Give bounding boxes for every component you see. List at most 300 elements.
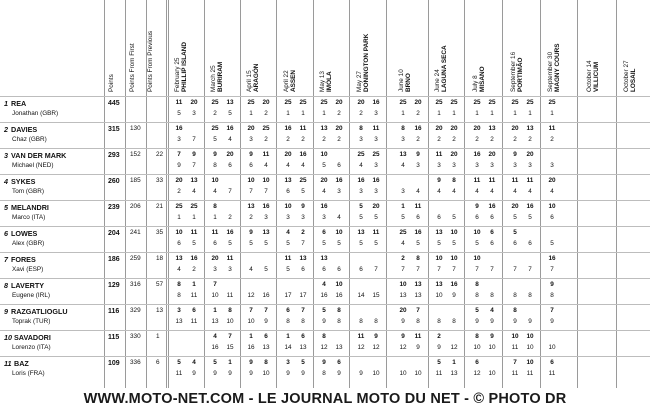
race2-standing: 7 (374, 266, 378, 273)
race2-points: 20 (262, 99, 270, 106)
race1-standing: 7 (249, 188, 253, 195)
race2-standing: 5 (374, 240, 378, 247)
race2-standing: 5 (301, 188, 305, 195)
race2-points: 6 (264, 333, 268, 340)
race2-standing: 4 (452, 188, 456, 195)
race1-standing: 6 (437, 214, 441, 221)
race2-standing: 11 (526, 370, 534, 377)
rider-position: 9 (4, 307, 8, 316)
race1-standing: 2 (550, 136, 554, 143)
race1-points: 11 (511, 177, 519, 184)
rider-first-name: Eugene (IRL) (12, 292, 51, 299)
race2-points: 10 (262, 177, 270, 184)
race1-standing: 10 (247, 318, 255, 325)
race1-standing: 7 (401, 266, 405, 273)
round-venue: BRNO (405, 73, 413, 92)
race1-points: 11 (548, 125, 556, 132)
race1-points: 3 (286, 359, 290, 366)
race2-standing: 15 (372, 292, 380, 299)
race2-points: 2 (301, 229, 305, 236)
race1-standing: 2 (286, 136, 290, 143)
round-header (174, 42, 189, 92)
race2-points: 20 (450, 151, 458, 158)
race1-standing: 1 (177, 214, 181, 221)
round-header (210, 62, 225, 92)
race2-standing: 12 (450, 344, 458, 351)
race1-standing: 14 (284, 344, 292, 351)
race1-points: 11 (284, 255, 292, 262)
rider-from-first: 130 (130, 125, 141, 132)
rider-surname: DAVIES (11, 125, 38, 134)
race2-points: 16 (488, 203, 496, 210)
row-divider (0, 304, 650, 305)
rider-points: 315 (108, 126, 120, 133)
rider-points: 445 (108, 100, 120, 107)
race1-standing: 5 (475, 240, 479, 247)
rider-from-first: 185 (130, 177, 141, 184)
race2-points: 20 (450, 125, 458, 132)
race1-points: 13 (320, 125, 328, 132)
race1-standing: 1 (513, 110, 517, 117)
race2-standing: 3 (452, 162, 456, 169)
race2-points: 16 (262, 203, 270, 210)
race1-standing: 2 (437, 136, 441, 143)
race1-points: 10 (473, 255, 481, 262)
rider-from-previous: 1 (156, 333, 160, 340)
race2-points: 16 (372, 99, 380, 106)
race1-points: 9 (249, 151, 253, 158)
race2-standing: 5 (264, 240, 268, 247)
rider-from-previous: 6 (156, 359, 160, 366)
race1-points: 10 (320, 151, 328, 158)
race2-standing: 12 (372, 344, 380, 351)
race1-points: 6 (475, 359, 479, 366)
race1-points: 5 (213, 359, 217, 366)
round-date: July 8 (472, 75, 479, 92)
race1-standing: 11 (548, 370, 556, 377)
race1-standing: 16 (320, 292, 328, 299)
race1-standing: 13 (175, 318, 183, 325)
race1-standing: 12 (473, 370, 481, 377)
race1-points: 4 (213, 333, 217, 340)
race2-standing: 6 (337, 266, 341, 273)
race2-standing: 4 (192, 188, 196, 195)
race1-points: 13 (435, 229, 443, 236)
rider-from-first: 329 (130, 307, 141, 314)
race2-points: 20 (335, 99, 343, 106)
race1-points: 9 (249, 359, 253, 366)
round-venue: PORTIMÃO (517, 57, 525, 92)
race1-points: 20 (175, 177, 183, 184)
row-divider (0, 200, 650, 201)
race1-points: 7 (249, 307, 253, 314)
race1-standing: 6 (513, 240, 517, 247)
race1-points: 25 (435, 99, 443, 106)
race1-standing: 8 (475, 292, 479, 299)
rider-position: 10 (4, 333, 12, 342)
race2-standing: 10 (262, 370, 270, 377)
race2-points: 11 (299, 125, 307, 132)
race1-points: 1 (249, 333, 253, 340)
round-date: February 25 (174, 57, 181, 92)
race1-standing: 4 (401, 162, 405, 169)
rider-first-name: Chaz (GBR) (12, 136, 47, 143)
race2-standing: 9 (452, 292, 456, 299)
race2-standing: 8 (416, 318, 420, 325)
round-date: March 25 (210, 65, 217, 92)
race1-standing: 3 (437, 162, 441, 169)
race1-points: 1 (213, 307, 217, 314)
race1-points: 9 (513, 151, 517, 158)
race2-points: 10 (335, 229, 343, 236)
race1-standing: 12 (320, 344, 328, 351)
race1-standing: 4 (475, 188, 479, 195)
race2-standing: 9 (337, 370, 341, 377)
rider-from-previous: 13 (156, 307, 164, 314)
race1-standing: 4 (550, 188, 554, 195)
race2-points: 13 (299, 255, 307, 262)
race2-standing: 4 (528, 188, 532, 195)
rider-surname: LAVERTY (11, 281, 45, 290)
race1-points: 5 (513, 229, 517, 236)
race1-standing: 6 (475, 214, 479, 221)
race2-points: 20 (488, 151, 496, 158)
race2-standing: 3 (374, 188, 378, 195)
race2-standing: 6 (490, 240, 494, 247)
race1-points: 7 (213, 281, 217, 288)
race1-standing: 9 (475, 318, 479, 325)
race1-standing: 10 (211, 292, 219, 299)
race1-points: 25 (211, 125, 219, 132)
race2-standing: 15 (226, 344, 234, 351)
rider-from-first: 259 (130, 255, 141, 262)
race2-standing: 2 (490, 136, 494, 143)
race2-standing: 5 (452, 240, 456, 247)
race2-points: 6 (337, 359, 341, 366)
race1-points: 9 (550, 281, 554, 288)
rider-first-name: Toprak (TUR) (12, 318, 51, 325)
race1-points: 9 (249, 229, 253, 236)
race1-standing: 9 (286, 370, 290, 377)
round-venue: LAGUNA SECA (441, 45, 449, 92)
race1-points: 1 (401, 203, 405, 210)
round-venue: MISANO (479, 66, 487, 92)
race2-standing: 3 (374, 136, 378, 143)
race2-standing: 13 (299, 344, 307, 351)
rider-position: 1 (4, 99, 8, 108)
race2-standing: 17 (299, 292, 307, 299)
race1-standing: 2 (249, 214, 253, 221)
race1-standing: 8 (322, 370, 326, 377)
race2-standing: 9 (301, 370, 305, 377)
race1-points: 10 (247, 177, 255, 184)
race1-standing: 3 (359, 188, 363, 195)
round-header (246, 64, 261, 92)
race1-standing: 5 (359, 214, 363, 221)
rider-from-previous: 18 (156, 255, 164, 262)
rider-surname: RAZGATLIOGLU (11, 307, 68, 316)
race2-standing: 9 (528, 318, 532, 325)
race1-points: 11 (357, 333, 365, 340)
race2-standing: 3 (416, 162, 420, 169)
round-date: September 16 (510, 51, 517, 92)
race1-standing: 8 (286, 318, 290, 325)
race1-points: 16 (473, 151, 481, 158)
race1-points: 20 (511, 125, 519, 132)
race1-standing: 1 (437, 110, 441, 117)
round-date: October 14 (586, 60, 593, 92)
rider-from-previous: 57 (156, 281, 164, 288)
race1-points: 7 (513, 359, 517, 366)
race2-points: 20 (414, 99, 422, 106)
rider-points: 204 (108, 230, 120, 237)
race1-points: 11 (473, 177, 481, 184)
round-header (434, 45, 449, 92)
row-divider (0, 278, 650, 279)
rider-points: 115 (108, 334, 120, 341)
race1-points: 20 (247, 125, 255, 132)
race1-points: 25 (399, 99, 407, 106)
race2-points: 16 (299, 151, 307, 158)
race1-points: 10 (473, 229, 481, 236)
race2-points: 9 (490, 333, 494, 340)
rider-first-name: Jonathan (GBR) (12, 110, 59, 117)
race1-points: 11 (175, 99, 183, 106)
race2-points: 20 (190, 99, 198, 106)
row-divider (0, 356, 650, 357)
race1-standing: 6 (359, 266, 363, 273)
race1-standing: 6 (177, 240, 181, 247)
round-venue: BURIRAM (217, 61, 225, 92)
race1-standing: 5 (322, 240, 326, 247)
race2-standing: 2 (264, 136, 268, 143)
race1-points: 20 (211, 255, 219, 262)
race2-standing: 10 (372, 370, 380, 377)
race2-points: 13 (488, 125, 496, 132)
rider-from-previous: 21 (156, 203, 164, 210)
rider-position: 7 (4, 255, 8, 264)
race1-standing: 8 (513, 292, 517, 299)
race2-standing: 2 (228, 214, 232, 221)
race2-standing: 7 (192, 136, 196, 143)
race1-points: 8 (475, 333, 479, 340)
race1-standing: 9 (401, 318, 405, 325)
race2-standing: 1 (528, 110, 532, 117)
race1-standing: 12 (357, 344, 365, 351)
round-date: June 24 (434, 69, 441, 92)
race2-points: 25 (262, 125, 270, 132)
race1-points: 20 (473, 125, 481, 132)
race1-points: 6 (322, 229, 326, 236)
round-header (319, 71, 334, 92)
row-divider (0, 174, 650, 175)
round-date: September 30 (547, 51, 554, 92)
race2-standing: 1 (192, 214, 196, 221)
race1-standing: 2 (177, 188, 181, 195)
race2-points: 4 (490, 307, 494, 314)
race2-standing: 7 (490, 266, 494, 273)
race1-points: 8 (213, 203, 217, 210)
race2-standing: 5 (228, 110, 232, 117)
race1-points: 16 (175, 125, 183, 132)
race1-points: 25 (175, 203, 183, 210)
race2-points: 13 (414, 281, 422, 288)
race2-points: 20 (526, 151, 534, 158)
race1-standing: 5 (437, 240, 441, 247)
round-header (283, 70, 298, 92)
race2-standing: 4 (301, 162, 305, 169)
race2-points: 10 (450, 255, 458, 262)
header-label: Points From First (129, 43, 136, 92)
race1-standing: 16 (211, 344, 219, 351)
rider-first-name: Tom (GBR) (12, 188, 44, 195)
race1-points: 7 (550, 307, 554, 314)
race2-standing: 3 (490, 162, 494, 169)
race2-points: 5 (301, 359, 305, 366)
rider-first-name: Lorenzo (ITA) (12, 344, 51, 351)
race1-points: 13 (175, 255, 183, 262)
race1-standing: 12 (247, 292, 255, 299)
race2-standing: 1 (452, 110, 456, 117)
race2-standing: 16 (262, 292, 270, 299)
race1-points: 9 (475, 203, 479, 210)
race1-standing: 14 (357, 292, 365, 299)
race1-standing: 1 (322, 110, 326, 117)
race2-points: 1 (192, 281, 196, 288)
race1-standing: 3 (359, 136, 363, 143)
race1-standing: 9 (322, 318, 326, 325)
race1-standing: 2 (322, 136, 326, 143)
race2-points: 7 (416, 307, 420, 314)
race2-points: 16 (526, 203, 534, 210)
race1-standing: 11 (175, 370, 183, 377)
race2-points: 16 (226, 229, 234, 236)
race1-points: 10 (511, 333, 519, 340)
race2-points: 1 (452, 359, 456, 366)
race1-standing: 5 (213, 136, 217, 143)
rider-surname: LOWES (11, 229, 38, 238)
race2-standing: 7 (228, 188, 232, 195)
race1-points: 13 (357, 229, 365, 236)
round-venue: PHILLIP ISLAND (181, 42, 189, 92)
race2-standing: 7 (452, 266, 456, 273)
race2-points: 9 (192, 151, 196, 158)
race2-points: 25 (299, 99, 307, 106)
race1-standing: 11 (435, 370, 443, 377)
rider-position: 8 (4, 281, 8, 290)
rider-from-first: 152 (130, 151, 141, 158)
round-venue: LOSAIL (630, 68, 638, 92)
race1-standing: 5 (550, 240, 554, 247)
race1-points: 25 (284, 99, 292, 106)
race1-standing: 17 (284, 292, 292, 299)
row-divider (0, 330, 650, 331)
race1-points: 9 (213, 151, 217, 158)
rider-first-name: Xavi (ESP) (12, 266, 44, 273)
race1-standing: 5 (359, 240, 363, 247)
race1-standing: 10 (399, 370, 407, 377)
round-header (356, 34, 371, 92)
race1-standing: 3 (286, 214, 290, 221)
race2-standing: 3 (528, 162, 532, 169)
race1-points: 13 (247, 203, 255, 210)
race1-standing: 2 (513, 136, 517, 143)
race1-standing: 1 (401, 110, 405, 117)
race1-points: 20 (284, 151, 292, 158)
race2-standing: 3 (192, 110, 196, 117)
race1-points: 2 (437, 333, 441, 340)
race1-standing: 6 (249, 162, 253, 169)
race1-standing: 2 (359, 110, 363, 117)
race2-standing: 3 (264, 214, 268, 221)
race1-standing: 9 (249, 370, 253, 377)
race2-points: 11 (190, 229, 198, 236)
race2-standing: 5 (337, 240, 341, 247)
race2-standing: 4 (416, 188, 420, 195)
race2-standing: 8 (374, 318, 378, 325)
race2-points: 7 (264, 307, 268, 314)
rider-from-first: 241 (130, 229, 141, 236)
rider-from-previous: 33 (156, 177, 164, 184)
race2-standing: 3 (228, 266, 232, 273)
rider-first-name: Alex (GBR) (12, 240, 45, 247)
race1-standing: 5 (286, 266, 290, 273)
race1-points: 8 (322, 333, 326, 340)
race1-standing: 9 (513, 318, 517, 325)
rider-surname: REA (11, 99, 27, 108)
race2-standing: 10 (488, 370, 496, 377)
race1-standing: 1 (286, 110, 290, 117)
rider-surname: VAN DER MARK (11, 151, 67, 160)
race1-standing: 4 (213, 188, 217, 195)
race2-standing: 11 (190, 318, 198, 325)
race1-standing: 8 (177, 292, 181, 299)
race1-standing: 10 (473, 344, 481, 351)
race2-standing: 6 (490, 214, 494, 221)
race1-standing: 8 (359, 318, 363, 325)
race1-standing: 4 (359, 162, 363, 169)
race2-standing: 9 (416, 344, 420, 351)
race2-standing: 4 (337, 214, 341, 221)
race1-standing: 5 (322, 162, 326, 169)
race1-points: 1 (286, 333, 290, 340)
race2-points: 9 (301, 203, 305, 210)
race2-standing: 2 (337, 110, 341, 117)
race1-points: 25 (247, 99, 255, 106)
race2-points: 6 (490, 229, 494, 236)
race2-standing: 5 (374, 214, 378, 221)
race1-points: 10 (175, 229, 183, 236)
race2-points: 11 (226, 255, 234, 262)
race2-points: 16 (450, 281, 458, 288)
race2-standing: 10 (414, 370, 422, 377)
race2-points: 9 (374, 333, 378, 340)
rider-position: 5 (4, 203, 8, 212)
race2-points: 9 (416, 151, 420, 158)
race1-points: 4 (286, 229, 290, 236)
race1-points: 10 (399, 281, 407, 288)
round-date: May 27 (356, 71, 363, 92)
round-date: April 15 (246, 70, 253, 92)
rider-first-name: Marco (ITA) (12, 214, 46, 221)
rider-surname: SAVADORI (14, 333, 51, 342)
race1-points: 5 (437, 359, 441, 366)
rider-first-name: Michael (NED) (12, 162, 54, 169)
race1-points: 25 (357, 151, 365, 158)
race2-standing: 3 (374, 162, 378, 169)
race2-standing: 2 (452, 136, 456, 143)
race1-standing: 5 (249, 240, 253, 247)
